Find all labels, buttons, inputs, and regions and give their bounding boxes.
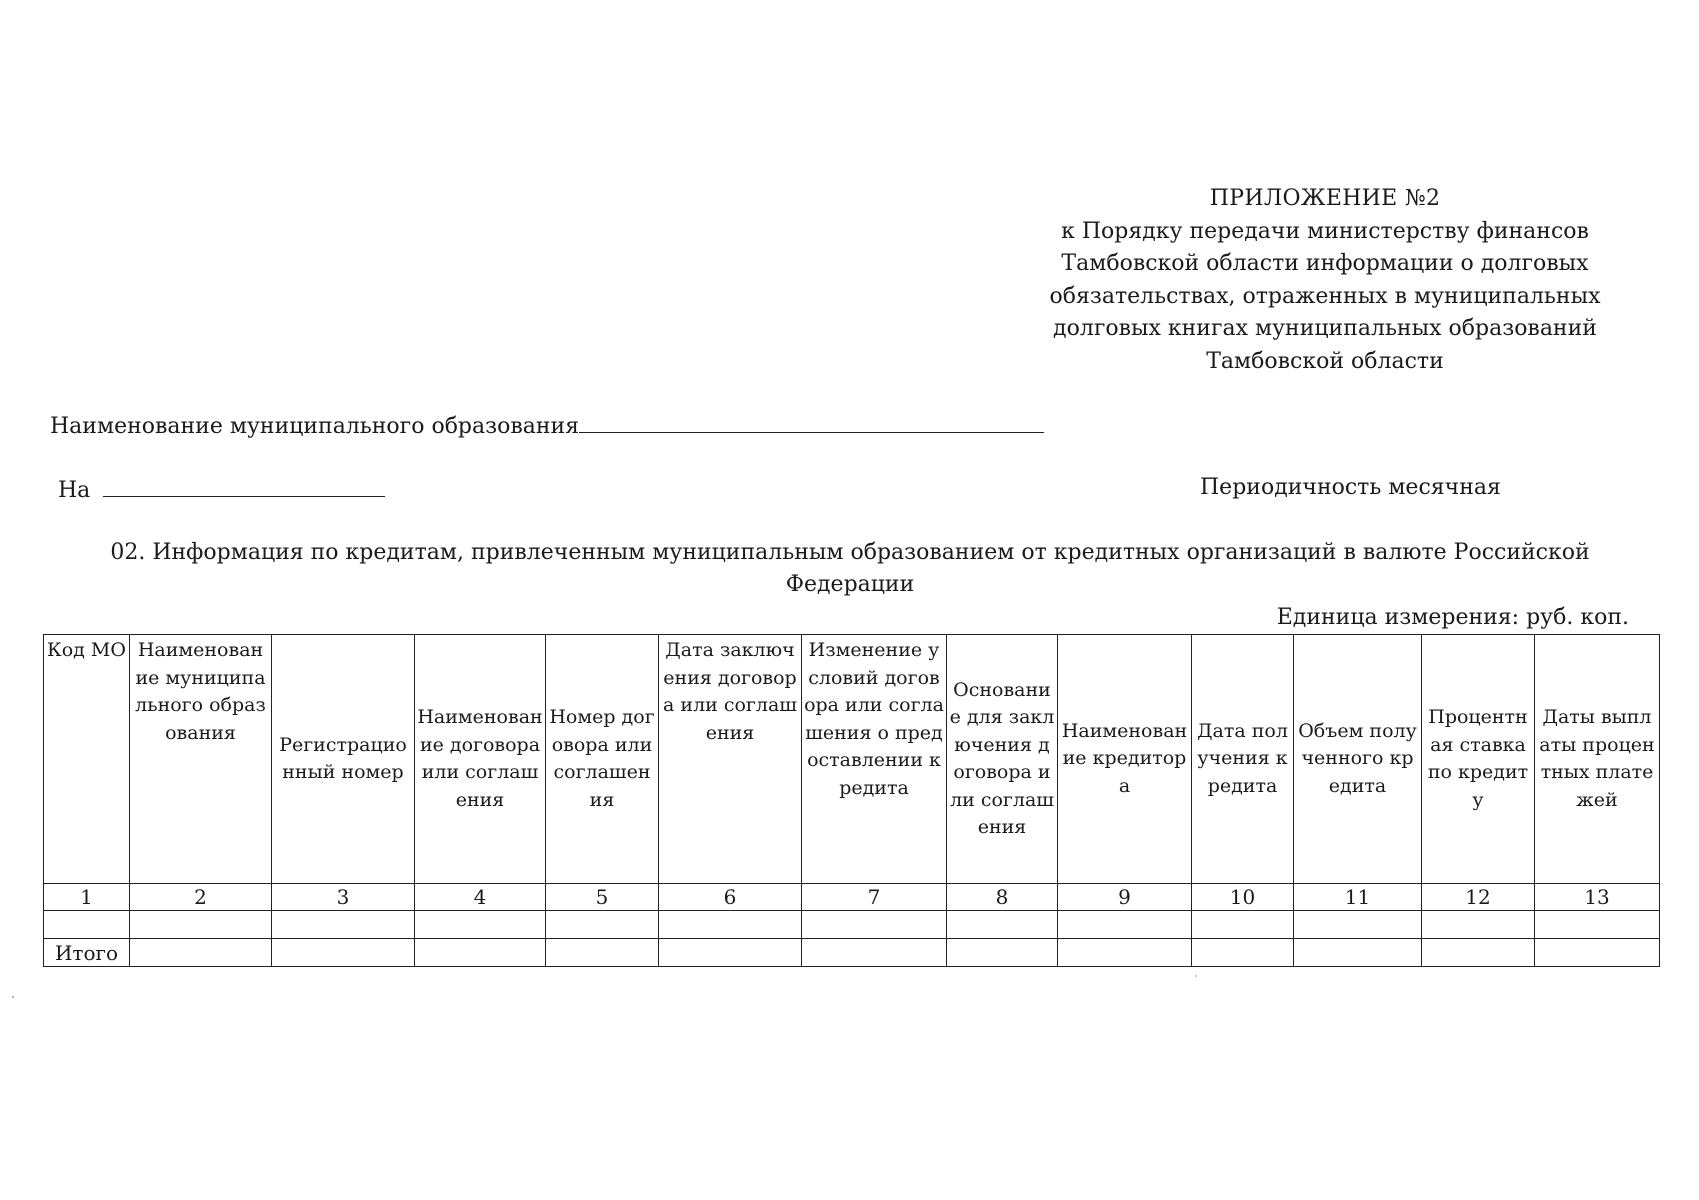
appendix-block bbox=[1000, 183, 1650, 378]
table-cell[interactable] bbox=[802, 939, 947, 967]
column-header: Код МО bbox=[44, 635, 130, 884]
column-header: Дата получения кредита bbox=[1192, 635, 1294, 884]
column-number: 10 bbox=[1192, 884, 1294, 911]
column-header: Наименование договора или соглашения bbox=[415, 635, 546, 884]
column-number: 11 bbox=[1294, 884, 1422, 911]
table-cell[interactable] bbox=[1422, 939, 1535, 967]
column-header: Основание для заключения договора или соглашения bbox=[947, 635, 1058, 884]
column-header: Наименование кредитора bbox=[1058, 635, 1192, 884]
table-cell[interactable] bbox=[546, 911, 659, 939]
column-number: 5 bbox=[546, 884, 659, 911]
unit-label: Единица измерения: руб. коп. bbox=[1276, 605, 1629, 630]
table-cell[interactable] bbox=[415, 911, 546, 939]
column-number-row bbox=[44, 884, 1660, 911]
appendix-line: к Порядку передачи министерству финансов bbox=[1061, 218, 1589, 244]
table-cell[interactable] bbox=[1192, 911, 1294, 939]
column-header: Процентная ставка по кредиту bbox=[1422, 635, 1535, 884]
column-number: 4 bbox=[415, 884, 546, 911]
table-cell[interactable] bbox=[415, 939, 546, 967]
date-row bbox=[58, 474, 385, 505]
column-header: Дата заключения договора или соглашения bbox=[659, 635, 802, 884]
column-number: 12 bbox=[1422, 884, 1535, 911]
total-row bbox=[44, 939, 1660, 967]
appendix-line: Тамбовской области bbox=[1206, 348, 1444, 374]
table-cell[interactable] bbox=[1058, 939, 1192, 967]
total-label: Итого bbox=[44, 939, 130, 967]
appendix-line: Тамбовской области информации о долговых bbox=[1061, 251, 1589, 276]
column-number: 13 bbox=[1535, 884, 1660, 911]
section-heading bbox=[40, 537, 1660, 601]
table-cell[interactable] bbox=[272, 911, 415, 939]
scan-speck bbox=[12, 996, 14, 998]
table-cell[interactable] bbox=[44, 911, 130, 939]
column-number: 3 bbox=[272, 884, 415, 911]
table-cell[interactable] bbox=[546, 939, 659, 967]
column-header: Наименование муниципального образования bbox=[130, 635, 272, 884]
table-cell[interactable] bbox=[659, 911, 802, 939]
column-number: 9 bbox=[1058, 884, 1192, 911]
credits-table bbox=[43, 634, 1660, 967]
column-number: 6 bbox=[659, 884, 802, 911]
table-cell[interactable] bbox=[1294, 939, 1422, 967]
municipality-blank-line[interactable] bbox=[579, 410, 1044, 433]
municipality-label: Наименование муниципального образования bbox=[50, 414, 580, 439]
date-label: На bbox=[58, 478, 91, 503]
section-heading-line: Федерации bbox=[785, 572, 915, 597]
table-cell[interactable] bbox=[1058, 911, 1192, 939]
table-cell[interactable] bbox=[1422, 911, 1535, 939]
municipality-row bbox=[50, 410, 1044, 441]
table-cell[interactable] bbox=[947, 939, 1058, 967]
table-header-row bbox=[44, 635, 1660, 884]
table-cell[interactable] bbox=[130, 939, 272, 967]
column-number: 1 bbox=[44, 884, 130, 911]
section-heading-line: 02. Информация по кредитам, привлеченным муниципальным образованием от кредитных организаций в валюте Российской bbox=[110, 540, 1590, 565]
table-cell[interactable] bbox=[1192, 939, 1294, 967]
appendix-line: долговых книгах муниципальных образований bbox=[1053, 316, 1597, 341]
table-cell[interactable] bbox=[802, 911, 947, 939]
table-cell[interactable] bbox=[1535, 911, 1660, 939]
periodicity-text: Периодичность месячная bbox=[1200, 475, 1501, 500]
table-row bbox=[44, 911, 1660, 939]
table-cell[interactable] bbox=[130, 911, 272, 939]
column-number: 8 bbox=[947, 884, 1058, 911]
date-blank-line[interactable] bbox=[103, 474, 385, 497]
column-header: Номер договора или соглашения bbox=[546, 635, 659, 884]
column-number: 7 bbox=[802, 884, 947, 911]
appendix-line: обязательствах, отраженных в муниципальных bbox=[1049, 283, 1601, 309]
column-header: Регистрационный номер bbox=[272, 635, 415, 884]
table-cell[interactable] bbox=[1294, 911, 1422, 939]
table-cell[interactable] bbox=[272, 939, 415, 967]
column-header: Объем полученного кредита bbox=[1294, 635, 1422, 884]
table-cell[interactable] bbox=[659, 939, 802, 967]
appendix-title: ПРИЛОЖЕНИЕ №2 bbox=[1209, 186, 1441, 211]
column-header: Даты выплаты процентных платежей bbox=[1535, 635, 1660, 884]
table-cell[interactable] bbox=[947, 911, 1058, 939]
table-cell[interactable] bbox=[1535, 939, 1660, 967]
column-header: Изменение условий договора или соглашения о предоставлении кредита bbox=[802, 635, 947, 884]
scan-speck bbox=[1195, 975, 1197, 977]
column-number: 2 bbox=[130, 884, 272, 911]
